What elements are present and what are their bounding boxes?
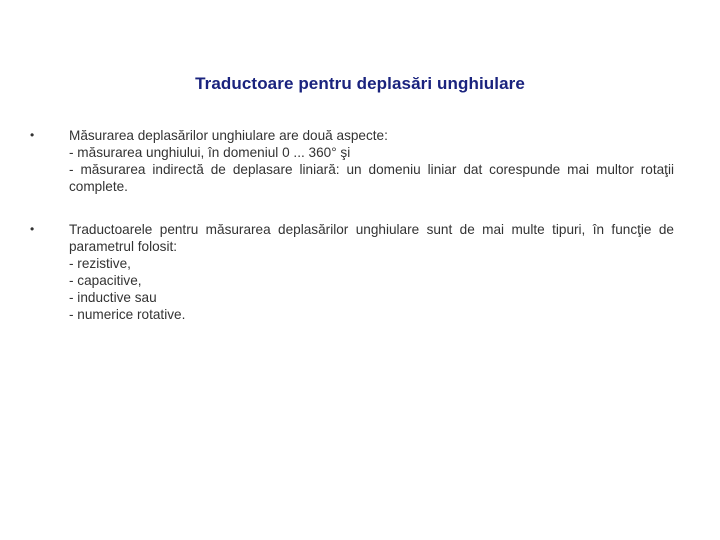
bullet-marker: • xyxy=(30,222,35,236)
slide-title: Traductoare pentru deplasări unghiulare xyxy=(195,74,525,93)
bullet-line: - măsurarea indirectă de deplasare liniară: un domeniu liniar dat corespunde mai multor rotaţii complete. xyxy=(69,162,678,194)
bullet-line: - capacitive, xyxy=(69,273,142,288)
bullet-line: - măsurarea unghiului, în domeniul 0 ... 360° şi xyxy=(69,145,351,160)
bullet-marker: • xyxy=(30,128,35,142)
bullet-line: - numerice rotative. xyxy=(69,307,186,322)
bullet-line: - rezistive, xyxy=(69,256,131,271)
bullet-line: Traductoarele pentru măsurarea deplasărilor unghiulare sunt de mai multe tipuri, în funcţie de parametrul folosit: xyxy=(69,222,678,254)
bullet-line: Măsurarea deplasărilor unghiulare are două aspecte: xyxy=(69,128,388,143)
bullet-line: - inductive sau xyxy=(69,290,157,305)
bullet-body xyxy=(69,127,678,195)
bullet-body xyxy=(69,221,678,323)
